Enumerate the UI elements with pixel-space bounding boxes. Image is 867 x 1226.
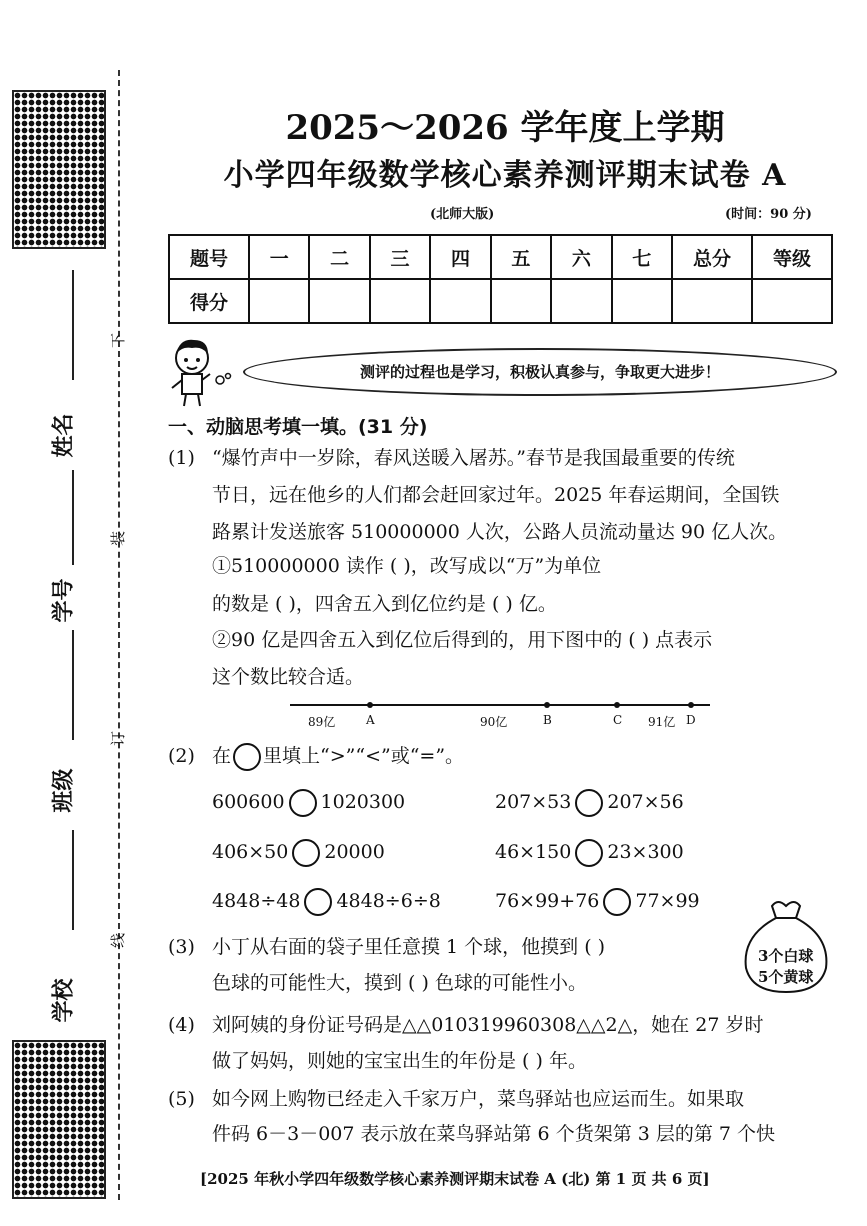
binding-dashed-line [118,70,120,1200]
class-line [72,630,74,740]
name-line [72,270,74,380]
exam-year-title: 2025～2026 学年度上学期 [285,108,725,148]
compare-circle-input[interactable] [575,839,603,867]
score-input-cell[interactable] [551,279,611,323]
exam-title: 小学四年级数学核心素养测评期末试卷 A [223,158,787,193]
q1-line: 节日，远在他乡的人们都会赶回家过年。2025 年春运期间，全国铁 [212,484,780,506]
binding-pattern-bottom [12,1040,106,1199]
compare-left: 600600 [212,791,285,813]
q4-number: (4) [168,1014,195,1036]
compare-item [212,888,441,916]
table-cell: 七 [612,235,672,279]
q1-line: 路累计发送旅客 510000000 人次，公路人员流动量达 90 亿人次。 [212,521,788,543]
q4-line: 刘阿姨的身份证号码是△△010319960308△△2△，她在 27 岁时 [212,1014,764,1036]
q2-stem-a: 在 [212,745,232,767]
compare-right: 77×99 [635,890,700,912]
compare-circle-input[interactable] [292,839,320,867]
compare-left: 76×99+76 [495,890,600,912]
compare-right: 1020300 [320,791,406,813]
bag-label-white: 3个白球 [758,947,814,965]
score-table [168,234,833,324]
compare-item [212,789,405,817]
table-cell: 总分 [672,235,752,279]
table-cell: 三 [370,235,430,279]
q1-part1-line: ①510000000 读作 ( )，改写成以“万”为单位 [212,555,602,577]
q5-line: 件码 6－3－007 表示放在菜鸟驿站第 6 个货架第 3 层的第 7 个快 [212,1123,776,1145]
class-label: 班级 [51,768,77,813]
binding-xian: 线 [109,932,128,949]
compare-left: 4848÷48 [212,890,301,912]
compare-right: 207×56 [607,791,684,813]
edition-label: (北师大版) [430,207,495,222]
compare-item [495,888,700,916]
table-cell: 等级 [752,235,832,279]
binding-ding: 订 [109,730,128,747]
q1-part2-line: 这个数比较合适。 [212,666,365,688]
compare-circle-input[interactable] [304,888,332,916]
compare-left: 46×150 [495,841,572,863]
binding-pattern-top [12,90,106,249]
q1-line: “爆竹声中一岁除，春风送暖入屠苏。”春节是我国最重要的传统 [212,447,735,469]
class-line-2 [72,830,74,930]
binding-xia: 下 [109,332,128,349]
q2-stem [212,743,464,771]
compare-right: 20000 [324,841,385,863]
table-cell: 得分 [169,279,249,323]
number-line-point [614,702,620,708]
q2-stem-b: 里填上“>”“<”或“=”。 [263,745,465,767]
time-label: (时间：90 分) [725,207,812,222]
score-table-header-row [169,235,832,279]
compare-circle-input[interactable] [575,789,603,817]
compare-item [495,839,684,867]
q1-number: (1) [168,447,195,469]
school-label: 学校 [51,978,77,1023]
score-input-cell[interactable] [672,279,752,323]
bag-label-yellow: 5个黄球 [758,968,814,986]
score-table-score-row [169,279,832,323]
cartoon-boy-icon [168,336,238,408]
q4-line: 做了妈妈，则她的宝宝出生的年份是 ( ) 年。 [212,1050,587,1072]
q3-number: (3) [168,936,195,958]
compare-item [212,839,385,867]
table-cell: 题号 [169,235,249,279]
compare-right: 4848÷6÷8 [336,890,441,912]
score-input-cell[interactable] [370,279,430,323]
compare-right: 23×300 [607,841,684,863]
table-cell: 五 [491,235,551,279]
name-label: 姓名 [51,413,77,458]
table-cell: 二 [309,235,369,279]
compare-left: 406×50 [212,841,289,863]
q5-number: (5) [168,1088,195,1110]
student-no-line [72,470,74,565]
point-label: A [366,713,375,727]
table-cell: 一 [249,235,309,279]
score-input-cell[interactable] [752,279,832,323]
q1-part2-line: ②90 亿是四舍五入到亿位后得到的，用下图中的 ( ) 点表示 [212,629,713,651]
q2-number: (2) [168,745,195,767]
tick-label: 91亿 [648,715,676,729]
compare-circle-input[interactable] [603,888,631,916]
q5-line: 如今网上购物已经走入千家万户，菜鸟驿站也应运而生。如果取 [212,1088,745,1110]
point-label: C [613,713,623,727]
score-input-cell[interactable] [430,279,490,323]
number-line-point [367,702,373,708]
q3-line: 色球的可能性大，摸到 ( ) 色球的可能性小。 [212,972,587,994]
score-input-cell[interactable] [491,279,551,323]
q3-line: 小丁从右面的袋子里任意摸 1 个球，他摸到 ( ) [212,936,606,958]
score-input-cell[interactable] [612,279,672,323]
number-line-point [688,702,694,708]
table-cell: 四 [430,235,490,279]
tick-label: 90亿 [480,715,508,729]
score-input-cell[interactable] [309,279,369,323]
q1-part1-line: 的数是 ( )，四舍五入到亿位约是 ( ) 亿。 [212,593,557,615]
score-input-cell[interactable] [249,279,309,323]
binding-zhuang: 装 [109,530,128,547]
motto-bubble: 测评的过程也是学习，积极认真参与，争取更大进步！ [243,348,837,396]
point-label: D [686,713,696,727]
student-no-label: 学号 [51,578,77,623]
compare-circle-icon [233,743,261,771]
number-line [290,704,710,706]
section-1-heading: 一、动脑思考填一填。(31 分) [168,416,428,438]
compare-left: 207×53 [495,791,572,813]
table-cell: 六 [551,235,611,279]
point-label: B [543,713,552,727]
tick-label: 89亿 [308,715,336,729]
compare-circle-input[interactable] [289,789,317,817]
number-line-point [544,702,550,708]
compare-item [495,789,684,817]
page-footer: [2025 年秋小学四年级数学核心素养测评期末试卷 A (北) 第 1 页 共 6 页] [200,1170,710,1188]
